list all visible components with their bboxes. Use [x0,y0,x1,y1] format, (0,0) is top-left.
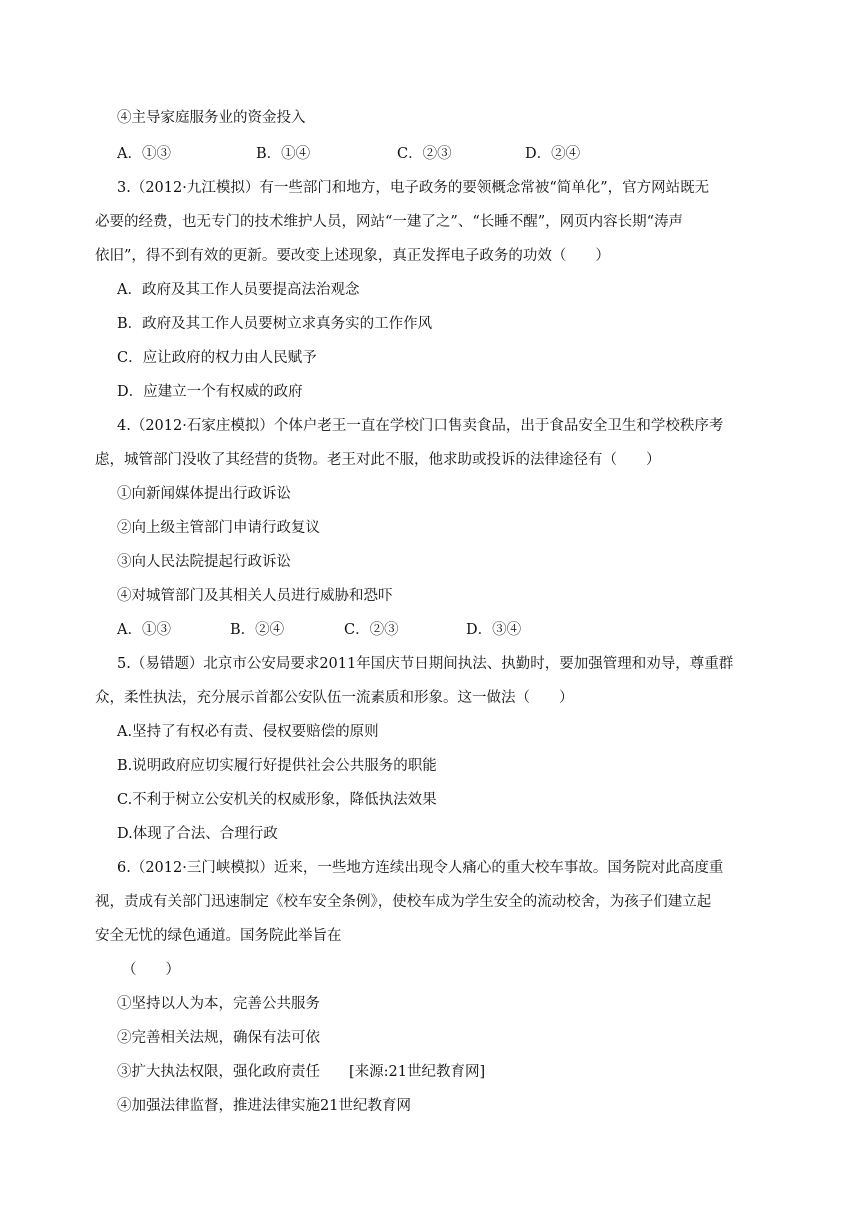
question-3-stem-cont: 依旧”，得不到有效的更新。要改变上述现象，真正发挥电子政务的功效（ ） [95,248,610,264]
question-5-stem: 5.（易错题）北京市公安局要求2011年国庆节日期间执法、执勤时，要加强管理和劝导，尊重群 [117,656,734,672]
answer-option-a: A．①③ [117,622,171,638]
option-line-1: ①坚持以人为本，完善公共服务 [117,996,320,1012]
question-3-stem-cont: 必要的经费，也无专门的技术维护人员，网站“一建了之”、“长睡不醒”，网页内容长期“涛声 [95,214,684,230]
choice-a: A.坚持了有权必有责、侵权要赔偿的原则 [117,724,379,740]
answer-option-c: C．②③ [397,146,452,162]
choice-b: B．政府及其工作人员要树立求真务实的工作作风 [117,316,433,332]
choice-b: B.说明政府应切实履行好提供社会公共服务的职能 [117,758,437,774]
choice-c: C．应让政府的权力由人民赋予 [117,350,317,366]
question-6-stem-cont: 视，责成有关部门迅速制定《校车安全条例》，使校车成为学生安全的流动校舍，为孩子们建立起 [95,894,712,910]
choice-d: D．应建立一个有权威的政府 [117,384,303,400]
answer-option-c: C．②③ [344,622,399,638]
choice-d: D.体现了合法、合理行政 [117,826,278,842]
option-line-2: ②向上级主管部门申请行政复议 [117,520,320,536]
question-4-stem-cont: 虑，城管部门没收了其经营的货物。老王对此不服，他求助或投诉的法律途径有（ ） [95,452,661,468]
option-line-4: ④加强法律监督，推进法律实施21世纪教育网 [117,1098,411,1114]
question-5-stem-cont: 众，柔性执法，充分展示首都公安队伍一流素质和形象。这一做法（ ） [95,690,574,706]
answer-option-a: A．①③ [117,146,171,162]
option-line-4: ④对城管部门及其相关人员进行威胁和恐吓 [117,588,393,604]
option-line-2: ②完善相关法规，确保有法可依 [117,1030,320,1046]
option-line-3: ③向人民法院提起行政诉讼 [117,554,291,570]
option-line-1: ①向新闻媒体提出行政诉讼 [117,486,291,502]
question-6-stem-cont: 安全无忧的绿色通道。国务院此举旨在 [95,928,342,944]
question-4-stem: 4.（2012·石家庄模拟）个体户老王一直在学校门口售卖食品，出于食品安全卫生和学校秩序考 [117,418,724,434]
choice-a: A．政府及其工作人员要提高法治观念 [117,282,360,298]
question-3-stem: 3.（2012·九江模拟）有一些部门和地方，电子政务的要领概念常被“简单化”，官方网站既无 [117,180,710,196]
question-6-stem: 6.（2012·三门峡模拟）近来，一些地方连续出现令人痛心的重大校车事故。国务院对此高度重 [117,860,724,876]
answer-option-b: B．①④ [256,146,311,162]
answer-option-d: D．③④ [466,622,522,638]
choice-c: C.不利于树立公安机关的权威形象，降低执法效果 [117,792,437,808]
answer-option-d: D．②④ [525,146,581,162]
option-line-3: ③扩大执法权限，强化政府责任 [来源:21世纪教育网] [117,1064,486,1080]
answer-blank: （ ） [122,962,180,978]
answer-option-b: B．②④ [230,622,285,638]
option-line-4: ④主导家庭服务业的资金投入 [117,110,306,126]
